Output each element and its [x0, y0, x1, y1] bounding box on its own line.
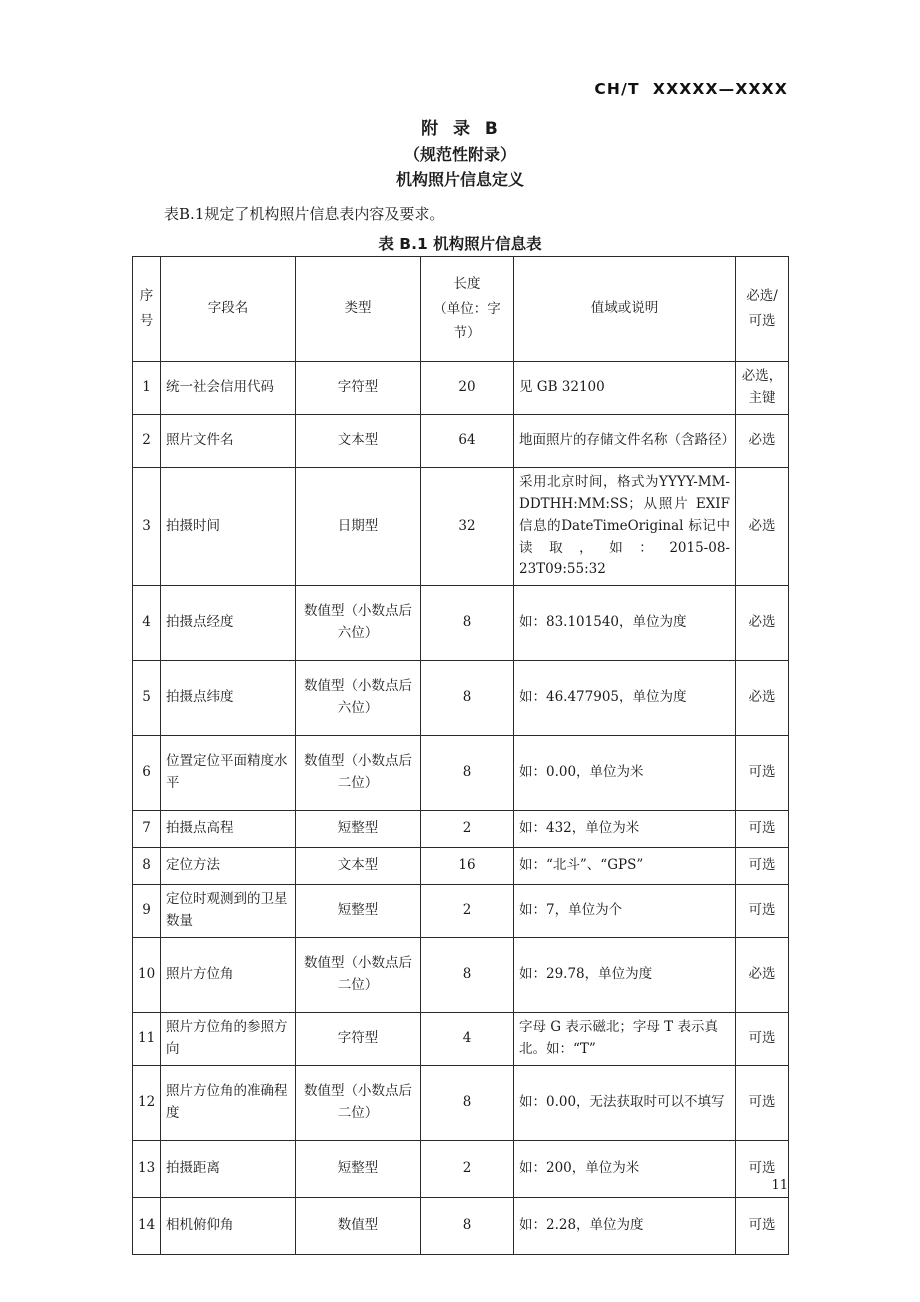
cell-required: 可选: [736, 848, 789, 885]
cell-field-name: 拍摄距离: [161, 1141, 296, 1198]
cell-description: 如：7，单位为个: [514, 885, 736, 938]
cell-type: 短整型: [296, 811, 421, 848]
cell-length: 8: [421, 736, 514, 811]
table-row: [133, 415, 789, 468]
column-header-length-line2: （单位：字: [433, 300, 501, 317]
cell-required: 可选: [736, 1013, 789, 1066]
table-caption: 表 B.1 机构照片信息表: [378, 235, 542, 253]
cell-required: 可选: [736, 811, 789, 848]
cell-required: 可选: [736, 885, 789, 938]
column-header-length-line3: 节）: [453, 325, 481, 342]
cell-field-name: 统一社会信用代码: [161, 362, 296, 415]
table-row: [133, 661, 789, 736]
cell-length: 2: [421, 811, 514, 848]
cell-required: 可选: [736, 1066, 789, 1141]
cell-length: 8: [421, 1066, 514, 1141]
cell-required: 必选，主键: [736, 362, 789, 415]
cell-seq: 6: [133, 736, 161, 811]
cell-required: 必选: [736, 586, 789, 661]
annex-subtitle: （规范性附录）: [403, 145, 516, 164]
table-row: [133, 1141, 789, 1198]
column-header-length: [421, 257, 514, 362]
cell-description: 如：46.477905，单位为度: [514, 661, 736, 736]
column-header-seq-line2: 号: [139, 313, 154, 329]
cell-seq: 2: [133, 415, 161, 468]
annex-title: 附 录 B: [421, 119, 499, 139]
cell-length: 32: [421, 468, 514, 586]
cell-description: 采用北京时间，格式为YYYY-MM-DDTHH:MM:SS；从照片 EXIF 信息的DateTimeOriginal 标记中读取，如：2015-08-23T09:55:32: [514, 468, 736, 586]
cell-description: 如：83.101540，单位为度: [514, 586, 736, 661]
intro-paragraph: 表B.1规定了机构照片信息表内容及要求。: [164, 205, 445, 223]
cell-type: 短整型: [296, 885, 421, 938]
table-row: [133, 938, 789, 1013]
table-row: [133, 468, 789, 586]
cell-type: 字符型: [296, 362, 421, 415]
page-number: 11: [771, 1178, 788, 1193]
cell-type: 数值型（小数点后二位）: [296, 736, 421, 811]
cell-description: 如：0.00，无法获取时可以不填写: [514, 1066, 736, 1141]
table-row: [133, 1066, 789, 1141]
cell-seq: 10: [133, 938, 161, 1013]
cell-description: 如：432，单位为米: [514, 811, 736, 848]
cell-seq: 12: [133, 1066, 161, 1141]
cell-description: 字母 G 表示磁北；字母 T 表示真北。如：“T”: [514, 1013, 736, 1066]
table-row: [133, 1198, 789, 1255]
column-header-required-line2: 可选: [748, 313, 776, 329]
column-header-description: 值域或说明: [514, 257, 736, 362]
cell-field-name: 拍摄时间: [161, 468, 296, 586]
cell-length: 8: [421, 661, 514, 736]
table-row: [133, 885, 789, 938]
cell-seq: 14: [133, 1198, 161, 1255]
cell-type: 数值型: [296, 1198, 421, 1255]
cell-field-name: 定位时观测到的卫星数量: [161, 885, 296, 938]
cell-type: 数值型（小数点后二位）: [296, 938, 421, 1013]
table-row: [133, 811, 789, 848]
cell-length: 8: [421, 586, 514, 661]
cell-field-name: 照片方位角: [161, 938, 296, 1013]
cell-length: 2: [421, 885, 514, 938]
table-row: [133, 362, 789, 415]
standard-code-header: CH/T XXXXX—XXXX: [594, 80, 788, 98]
cell-description: 如：200，单位为米: [514, 1141, 736, 1198]
photo-info-table-wrapper: [132, 256, 788, 1255]
cell-seq: 5: [133, 661, 161, 736]
cell-type: 文本型: [296, 848, 421, 885]
cell-required: 必选: [736, 468, 789, 586]
cell-field-name: 照片文件名: [161, 415, 296, 468]
cell-length: 8: [421, 1198, 514, 1255]
cell-type: 字符型: [296, 1013, 421, 1066]
cell-required: 必选: [736, 661, 789, 736]
cell-description: 如：2.28，单位为度: [514, 1198, 736, 1255]
cell-description: 如：0.00，单位为米: [514, 736, 736, 811]
table-row: [133, 848, 789, 885]
cell-length: 64: [421, 415, 514, 468]
column-header-length-line1: 长度: [453, 275, 481, 292]
cell-type: 数值型（小数点后六位）: [296, 586, 421, 661]
cell-description: 如：29.78，单位为度: [514, 938, 736, 1013]
cell-field-name: 拍摄点纬度: [161, 661, 296, 736]
cell-length: 16: [421, 848, 514, 885]
cell-seq: 13: [133, 1141, 161, 1198]
cell-field-name: 定位方法: [161, 848, 296, 885]
cell-length: 20: [421, 362, 514, 415]
cell-required: 可选: [736, 736, 789, 811]
table-row: [133, 736, 789, 811]
cell-type: 日期型: [296, 468, 421, 586]
cell-field-name: 位置定位平面精度水平: [161, 736, 296, 811]
column-header-field-name: 字段名: [161, 257, 296, 362]
cell-required: 可选: [736, 1198, 789, 1255]
cell-required: 可选: [736, 1141, 789, 1198]
table-row: [133, 586, 789, 661]
cell-seq: 9: [133, 885, 161, 938]
table-row: [133, 1013, 789, 1066]
cell-type: 数值型（小数点后六位）: [296, 661, 421, 736]
cell-required: 必选: [736, 415, 789, 468]
cell-required: 必选: [736, 938, 789, 1013]
cell-field-name: 照片方位角的参照方向: [161, 1013, 296, 1066]
cell-seq: 7: [133, 811, 161, 848]
table-header-row: [133, 257, 789, 362]
cell-description: 如：“北斗”、“GPS”: [514, 848, 736, 885]
column-header-seq-line1: 序: [139, 288, 154, 305]
cell-length: 4: [421, 1013, 514, 1066]
column-header-required: [736, 257, 789, 362]
column-header-type: 类型: [296, 257, 421, 362]
cell-field-name: 拍摄点经度: [161, 586, 296, 661]
cell-seq: 8: [133, 848, 161, 885]
cell-field-name: 照片方位角的准确程度: [161, 1066, 296, 1141]
cell-field-name: 拍摄点高程: [161, 811, 296, 848]
cell-length: 2: [421, 1141, 514, 1198]
cell-description: 见 GB 32100: [514, 362, 736, 415]
cell-description: 地面照片的存储文件名称（含路径）: [514, 415, 736, 468]
cell-seq: 3: [133, 468, 161, 586]
cell-length: 8: [421, 938, 514, 1013]
cell-seq: 11: [133, 1013, 161, 1066]
cell-type: 短整型: [296, 1141, 421, 1198]
cell-seq: 4: [133, 586, 161, 661]
column-header-required-line1: 必选/: [746, 288, 778, 305]
cell-type: 数值型（小数点后二位）: [296, 1066, 421, 1141]
annex-name: 机构照片信息定义: [395, 170, 524, 189]
column-header-seq: [133, 257, 161, 362]
photo-info-table: [132, 256, 789, 1255]
cell-type: 文本型: [296, 415, 421, 468]
cell-seq: 1: [133, 362, 161, 415]
cell-field-name: 相机俯仰角: [161, 1198, 296, 1255]
